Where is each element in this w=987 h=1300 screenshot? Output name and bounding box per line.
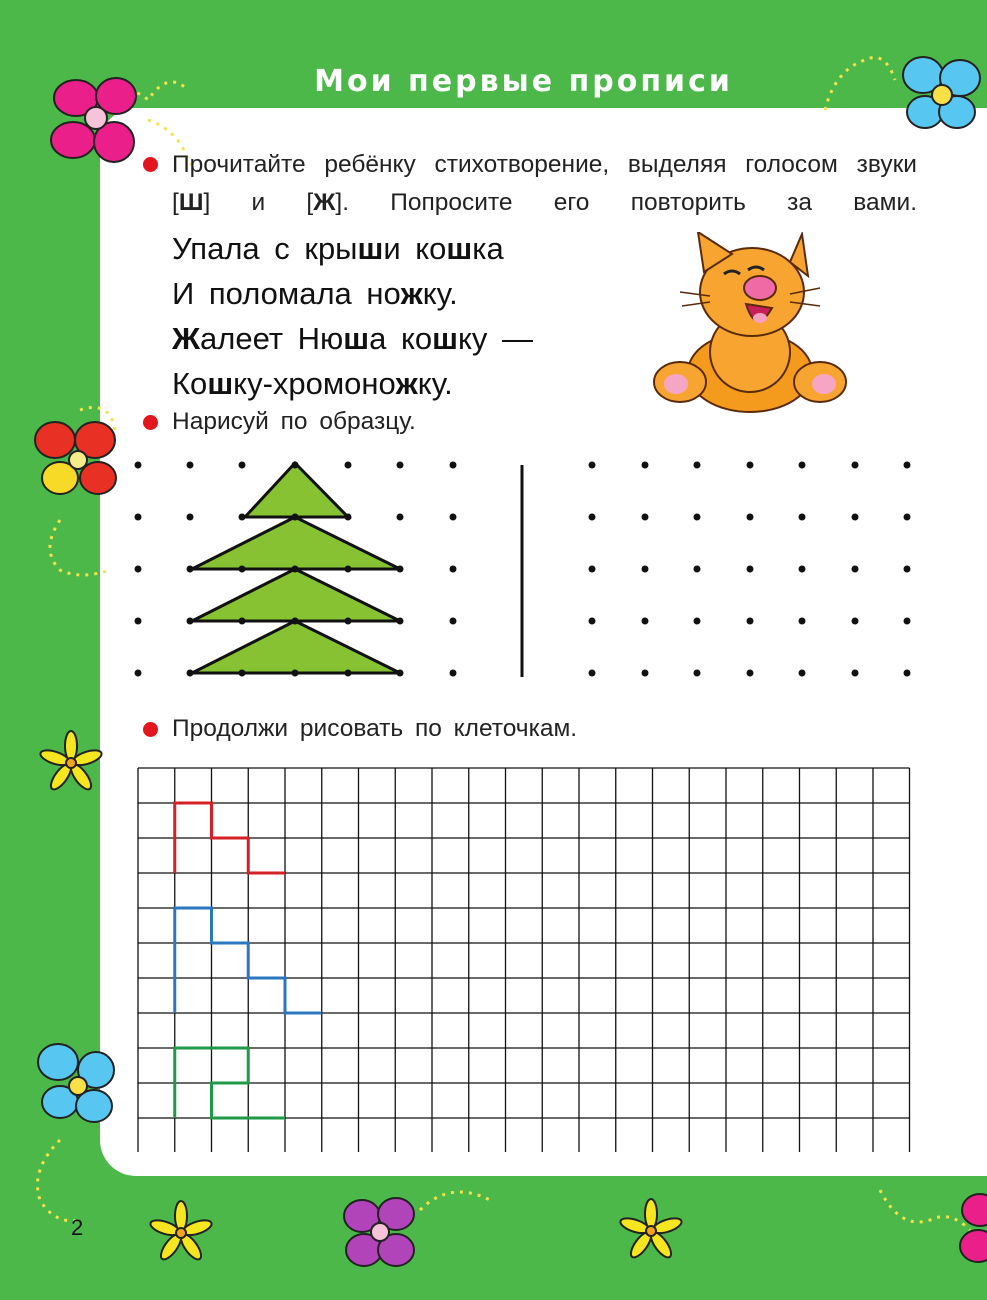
grid-dot — [747, 462, 754, 469]
grid-dot — [450, 618, 457, 625]
grid-svg — [137, 767, 912, 1152]
page-number: 2 — [71, 1215, 84, 1240]
grid-dot — [450, 514, 457, 521]
grid-dot — [852, 566, 859, 573]
instruction-read-poem: Прочитайте ребёнку стихотворение, выделяя голосом звуки [Ш] и [Ж]. Попросите его повторить за вами. — [172, 151, 917, 216]
grid-dot — [694, 462, 701, 469]
grid-dot — [852, 670, 859, 677]
grid-dot — [135, 618, 142, 625]
grid-dot — [292, 514, 299, 521]
grid-dot — [589, 670, 596, 677]
grid-dot — [345, 566, 352, 573]
grid-dot — [589, 462, 596, 469]
grid-dot — [747, 618, 754, 625]
tree-triangle — [192, 517, 400, 569]
grid-dot — [904, 462, 911, 469]
grid-dot — [450, 462, 457, 469]
pink-flower-corner-icon — [860, 1170, 987, 1300]
grid-dot — [747, 566, 754, 573]
grid-dot — [239, 462, 246, 469]
grid-dot — [397, 618, 404, 625]
grid-dot — [799, 670, 806, 677]
yellow-flower-icon — [38, 730, 104, 796]
grid-dot — [397, 462, 404, 469]
instruction-draw-sample: Нарисуй по образцу. — [172, 408, 416, 435]
grid-dot — [135, 462, 142, 469]
grid-dot — [135, 514, 142, 521]
grid-dot — [239, 566, 246, 573]
blue-flower-bottom-icon — [20, 1030, 120, 1230]
grid-dot — [450, 670, 457, 677]
bullet-marker — [143, 157, 158, 172]
purple-flower-icon — [330, 1180, 510, 1280]
grid-dot — [589, 514, 596, 521]
grid-dot — [187, 566, 194, 573]
grid-dot — [239, 670, 246, 677]
grid-dot — [694, 618, 701, 625]
tree-triangle — [192, 569, 400, 621]
yellow-flower-icon — [148, 1200, 214, 1266]
grid-dot — [642, 514, 649, 521]
grid-dot — [397, 514, 404, 521]
grid-dot — [799, 462, 806, 469]
grid-dot — [747, 670, 754, 677]
grid-dot — [187, 462, 194, 469]
grid-dot — [345, 514, 352, 521]
grid-dot — [450, 566, 457, 573]
red-flower-icon — [20, 400, 130, 580]
grid-dot — [292, 618, 299, 625]
grid-dot — [187, 514, 194, 521]
poem-line: Кошку-хромоножку. — [172, 366, 453, 401]
poem-line: Жалеет Нюша кошку — — [172, 321, 533, 356]
grid-dot — [642, 462, 649, 469]
grid-dot — [397, 566, 404, 573]
grid-dot — [135, 566, 142, 573]
grid-dot — [135, 670, 142, 677]
grid-dot — [239, 514, 246, 521]
grid-dot — [292, 566, 299, 573]
grid-dot — [694, 670, 701, 677]
grid-dot — [799, 618, 806, 625]
grid-dot — [747, 514, 754, 521]
poem-line: Упала с крыши кошка — [172, 231, 504, 266]
poem-line: И поломала ножку. — [172, 276, 458, 311]
page-title: Мои первые прописи — [314, 64, 733, 99]
grid-dot — [642, 618, 649, 625]
orange-cat-illustration — [640, 232, 860, 417]
grid-dot — [852, 514, 859, 521]
yellow-flower-icon — [618, 1198, 684, 1264]
grid-dot — [852, 462, 859, 469]
grid-dot — [642, 566, 649, 573]
blue-flower-icon — [815, 40, 985, 135]
grid-dot — [589, 566, 596, 573]
bullet-marker — [143, 722, 158, 737]
grid-dot — [799, 514, 806, 521]
poem — [172, 226, 533, 406]
dot-drawing-area — [120, 445, 920, 690]
grid-dot — [642, 670, 649, 677]
instruction-continue-cells: Продолжи рисовать по клеточкам. — [172, 715, 578, 742]
grid-dot — [292, 670, 299, 677]
grid-dot — [187, 618, 194, 625]
grid-dot — [694, 566, 701, 573]
grid-dot — [397, 670, 404, 677]
cell-grid — [137, 767, 912, 1152]
bullet-marker — [143, 415, 158, 430]
grid-dot — [904, 514, 911, 521]
grid-dot — [239, 618, 246, 625]
grid-dot — [345, 462, 352, 469]
grid-dot — [345, 670, 352, 677]
tree-triangle — [192, 621, 400, 673]
grid-dot — [799, 566, 806, 573]
grid-dot — [904, 670, 911, 677]
grid-dot — [345, 618, 352, 625]
grid-dot — [904, 566, 911, 573]
grid-dot — [694, 514, 701, 521]
tree-triangle — [245, 463, 348, 517]
grid-dot — [589, 618, 596, 625]
grid-dot — [904, 618, 911, 625]
grid-dot — [187, 670, 194, 677]
grid-dot — [852, 618, 859, 625]
grid-dot — [292, 462, 299, 469]
